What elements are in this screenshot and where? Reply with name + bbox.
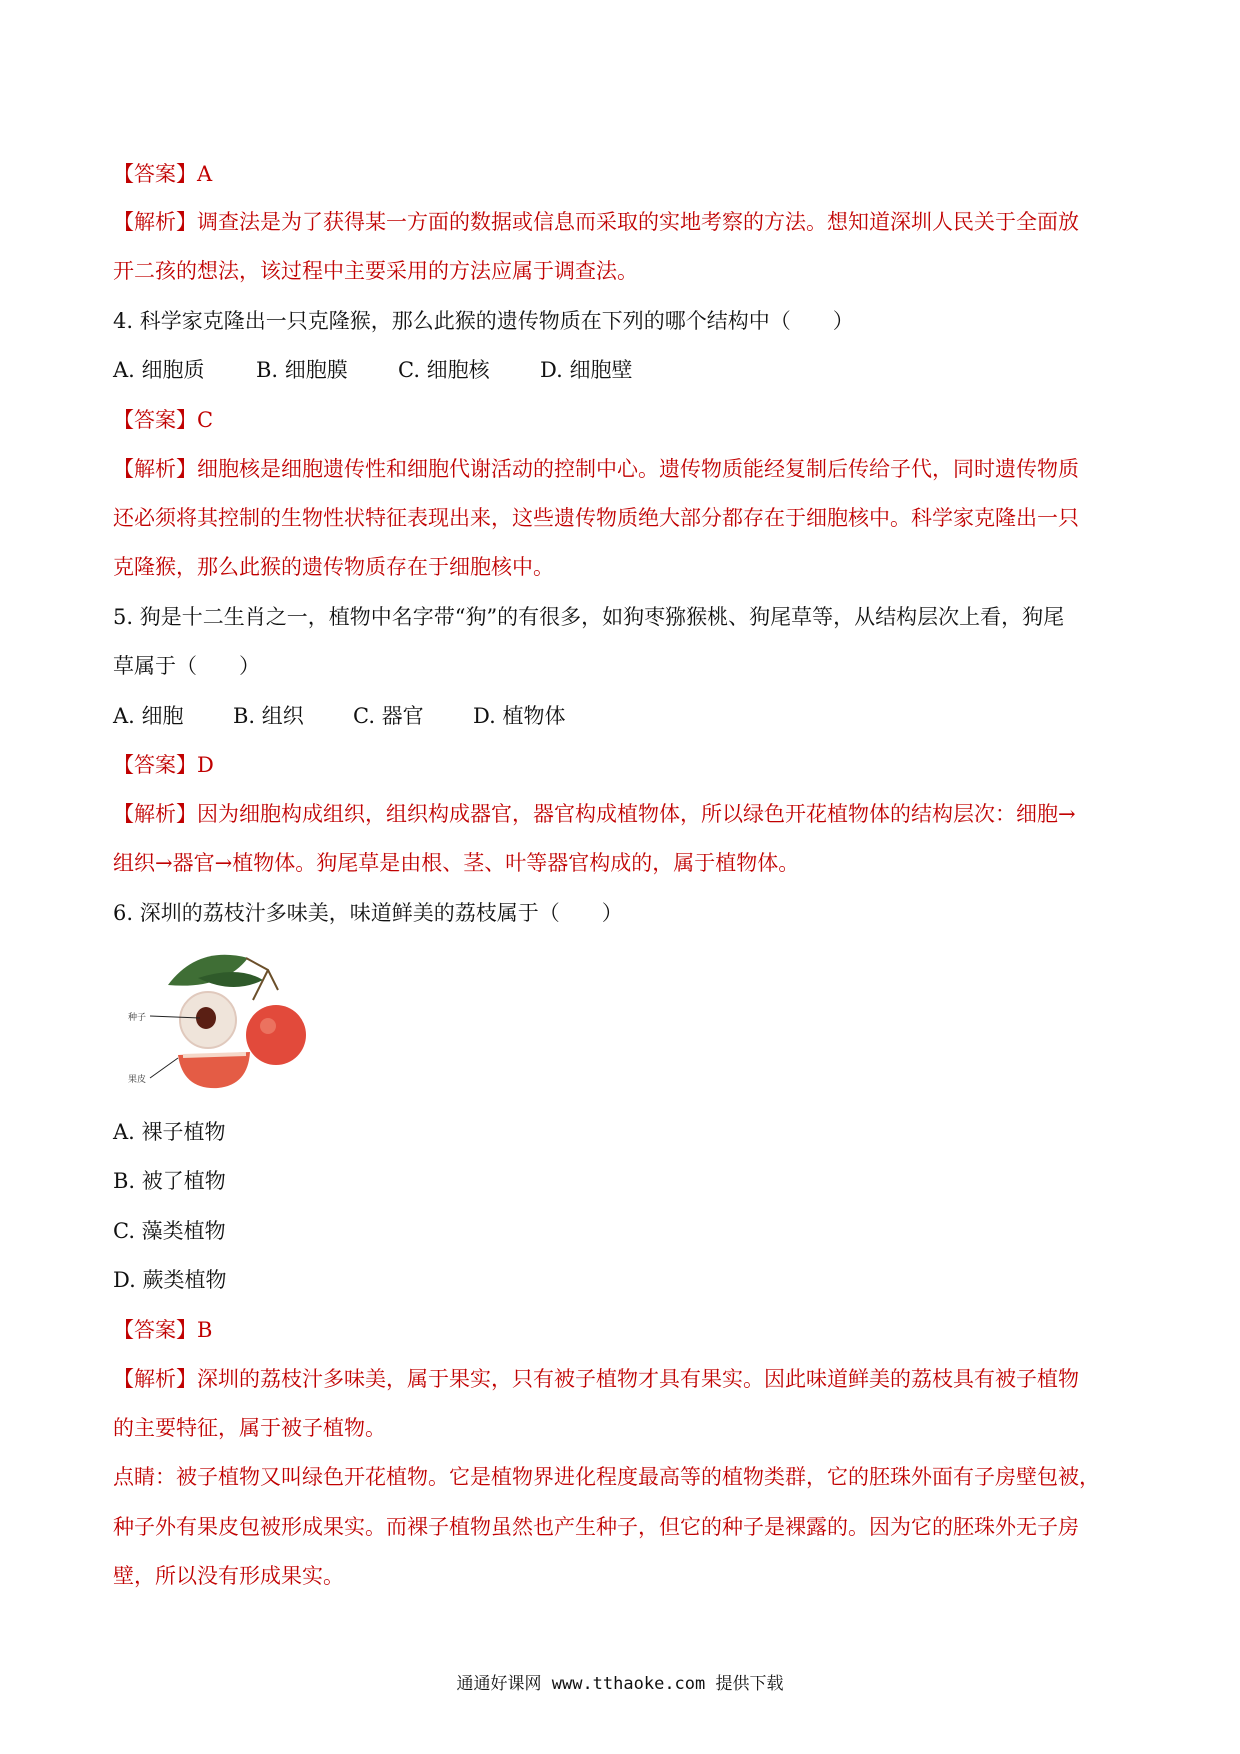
analysis-label: 【解析】 [113,457,197,481]
q6-note-line1: 点睛：被子植物又叫绿色开花植物。它是植物界进化程度最高等的植物类群，它的胚珠外面有子房壁包被， [113,1465,1100,1489]
q5-option-d: D. 植物体 [473,704,566,728]
analysis-label: 【解析】 [113,210,197,234]
q5-option-b: B. 组织 [233,704,304,728]
q6-question: 6. 深圳的荔枝汁多味美，味道鲜美的荔枝属于（ ） [113,901,623,925]
q5-option-c: C. 器官 [353,704,424,728]
q4-option-d: D. 细胞壁 [540,358,633,382]
footer-download-note: 通通好课网 www.tthaoke.com 提供下载 [456,1674,784,1694]
q5-option-a: A. 细胞 [113,704,184,728]
answer-label: 【答案】 [113,408,197,432]
q6-option-b: B. 被了植物 [113,1169,226,1193]
q4-analysis-line3: 克隆猴，那么此猴的遗传物质存在于细胞核中。 [113,555,554,579]
label-seed: 种子 [128,1013,147,1023]
q4-question: 4. 科学家克隆出一只克隆猴，那么此猴的遗传物质在下列的哪个结构中（ ） [113,309,854,333]
q5-question-line2: 草属于（ ） [113,654,260,678]
q6-note-line2: 种子外有果皮包被形成果实。而裸子植物虽然也产生种子，但它的种子是裸露的。因为它的胚珠外无子房 [113,1515,1079,1539]
answer-value: D [197,753,214,777]
analysis-label: 【解析】 [113,802,197,826]
q6-analysis-line1: 【解析】深圳的荔枝汁多味美，属于果实，只有被子植物才具有果实。因此味道鲜美的荔枝具有被子植物 [113,1367,1079,1391]
q5-analysis-line1: 【解析】因为细胞构成组织，组织构成器官，器官构成植物体，所以绿色开花植物体的结构层次：细胞→ [113,802,1076,826]
answer-label: 【答案】 [113,1318,197,1342]
q5-question-line1: 5. 狗是十二生肖之一，植物中名字带“狗”的有很多，如狗枣猕猴桃、狗尾草等，从结构层次上看，狗尾 [113,605,1065,629]
q6-analysis-line2: 的主要特征，属于被子植物。 [113,1416,386,1440]
q5-answer [113,750,1133,780]
q4-options [113,355,1133,385]
answer-label: 【答案】 [113,753,197,777]
q6-option-c: C. 藻类植物 [113,1219,226,1243]
q4-analysis-line2: 还必须将其控制的生物性状特征表现出来，这些遗传物质绝大部分都存在于细胞核中。科学家克隆出一只 [113,506,1079,530]
q4-option-c: C. 细胞核 [398,358,490,382]
q4-option-b: B. 细胞膜 [256,358,348,382]
label-peel: 果皮 [128,1075,147,1085]
q4-option-a: A. 细胞质 [113,358,205,382]
analysis-label: 【解析】 [113,1367,197,1391]
q6-answer [113,1315,1133,1345]
lychee-figure [128,950,313,1090]
q3-analysis-line1: 【解析】调查法是为了获得某一方面的数据或信息而采取的实地考察的方法。想知道深圳人民关于全面放 [113,210,1079,234]
answer-label: 【答案】 [113,162,197,186]
q6-note-line3: 壁，所以没有形成果实。 [113,1564,344,1588]
lychee-whole [246,1005,306,1065]
q4-answer [113,405,1133,435]
q3-answer [113,159,1133,189]
q5-options [113,701,1133,731]
q4-analysis-line1: 【解析】细胞核是细胞遗传性和细胞代谢活动的控制中心。遗传物质能经复制后传给子代，同时遗传物质 [113,457,1079,481]
answer-value: C [197,408,214,432]
q6-option-a: A. 裸子植物 [113,1120,226,1144]
q5-analysis-line2: 组织→器官→植物体。狗尾草是由根、茎、叶等器官构成的，属于植物体。 [113,851,800,875]
answer-value: B [197,1318,213,1342]
answer-value: A [197,162,213,186]
q3-analysis-line2: 开二孩的想法，该过程中主要采用的方法应属于调查法。 [113,259,638,283]
q6-option-d: D. 蕨类植物 [113,1268,227,1292]
